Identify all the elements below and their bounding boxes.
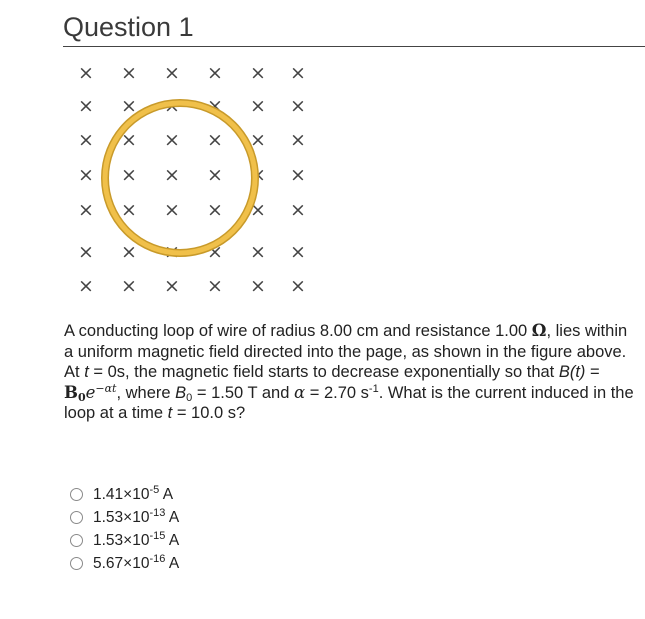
question-title: Question 1 — [63, 12, 194, 42]
field-x-symbol-27: × — [164, 199, 180, 221]
field-x-symbol-29: × — [250, 199, 266, 221]
field-x-symbol-30: × — [290, 199, 306, 221]
radio-button-2[interactable] — [70, 511, 83, 524]
field-x-symbol-8: × — [121, 95, 137, 117]
answer-options — [70, 483, 179, 575]
field-x-grid — [78, 62, 306, 297]
field-x-symbol-41: × — [250, 275, 266, 297]
field-x-symbol-23: × — [250, 164, 266, 186]
field-x-symbol-11: × — [250, 95, 266, 117]
field-x-symbol-16: × — [207, 129, 223, 151]
field-x-symbol-15: × — [164, 129, 180, 151]
field-x-symbol-5: × — [250, 62, 266, 84]
field-x-symbol-26: × — [121, 199, 137, 221]
field-x-symbol-32: × — [121, 241, 137, 263]
field-x-symbol-33: × — [164, 241, 180, 263]
field-x-symbol-21: × — [164, 164, 180, 186]
field-x-symbol-17: × — [250, 129, 266, 151]
field-x-symbol-36: × — [290, 241, 306, 263]
field-x-symbol-12: × — [290, 95, 306, 117]
answer-option-4[interactable]: $5.67\times 10^{-16}$ A — [70, 552, 179, 575]
field-x-symbol-9: × — [164, 95, 180, 117]
omega-symbol: Ω — [531, 321, 547, 340]
field-x-symbol-38: × — [121, 275, 137, 297]
field-x-symbol-40: × — [207, 275, 223, 297]
field-x-symbol-1: × — [78, 62, 94, 84]
field-x-symbol-34: × — [207, 241, 223, 263]
radio-button-4[interactable] — [70, 557, 83, 570]
question-text: A conducting loop of wire of radius 8.00 cm and resistance 1.00 Ω, lies within a uniform magnetic field directed into the page, as shown in the figure above. At t = 0s, the magnetic field starts to decrease exponentially so that $B(t) = B_0e^{-\alpha t}$, where $B_0 = 1.50$ T and α = 2.70 $s^{-1}$. What is the current induced in the loop at a time t = 10.0 s? — [64, 321, 634, 422]
field-x-symbol-22: × — [207, 164, 223, 186]
answer-option-2[interactable]: $1.53\times 10^{-13}$ A — [70, 506, 179, 529]
field-x-symbol-2: × — [121, 62, 137, 84]
radio-button-1[interactable] — [70, 488, 83, 501]
field-x-symbol-10: × — [207, 95, 223, 117]
field-x-symbol-13: × — [78, 129, 94, 151]
magnetic-field-figure — [66, 58, 316, 308]
answer-option-3[interactable]: $1.53\times 10^{-15}$ A — [70, 529, 179, 552]
field-x-symbol-14: × — [121, 129, 137, 151]
radio-button-3[interactable] — [70, 534, 83, 547]
field-x-symbol-37: × — [78, 275, 94, 297]
field-x-symbol-24: × — [290, 164, 306, 186]
field-x-symbol-39: × — [164, 275, 180, 297]
field-x-symbol-19: × — [78, 164, 94, 186]
field-x-symbol-6: × — [290, 62, 306, 84]
field-x-symbol-28: × — [207, 199, 223, 221]
field-x-symbol-20: × — [121, 164, 137, 186]
field-x-symbol-31: × — [78, 241, 94, 263]
field-x-symbol-7: × — [78, 95, 94, 117]
field-x-symbol-25: × — [78, 199, 94, 221]
field-x-symbol-18: × — [290, 129, 306, 151]
field-x-symbol-42: × — [290, 275, 306, 297]
field-x-symbol-3: × — [164, 62, 180, 84]
field-x-symbol-35: × — [250, 241, 266, 263]
title-divider — [63, 46, 645, 47]
answer-option-1[interactable]: $1.41\times 10^{-5}$ A — [70, 483, 179, 506]
field-x-symbol-4: × — [207, 62, 223, 84]
